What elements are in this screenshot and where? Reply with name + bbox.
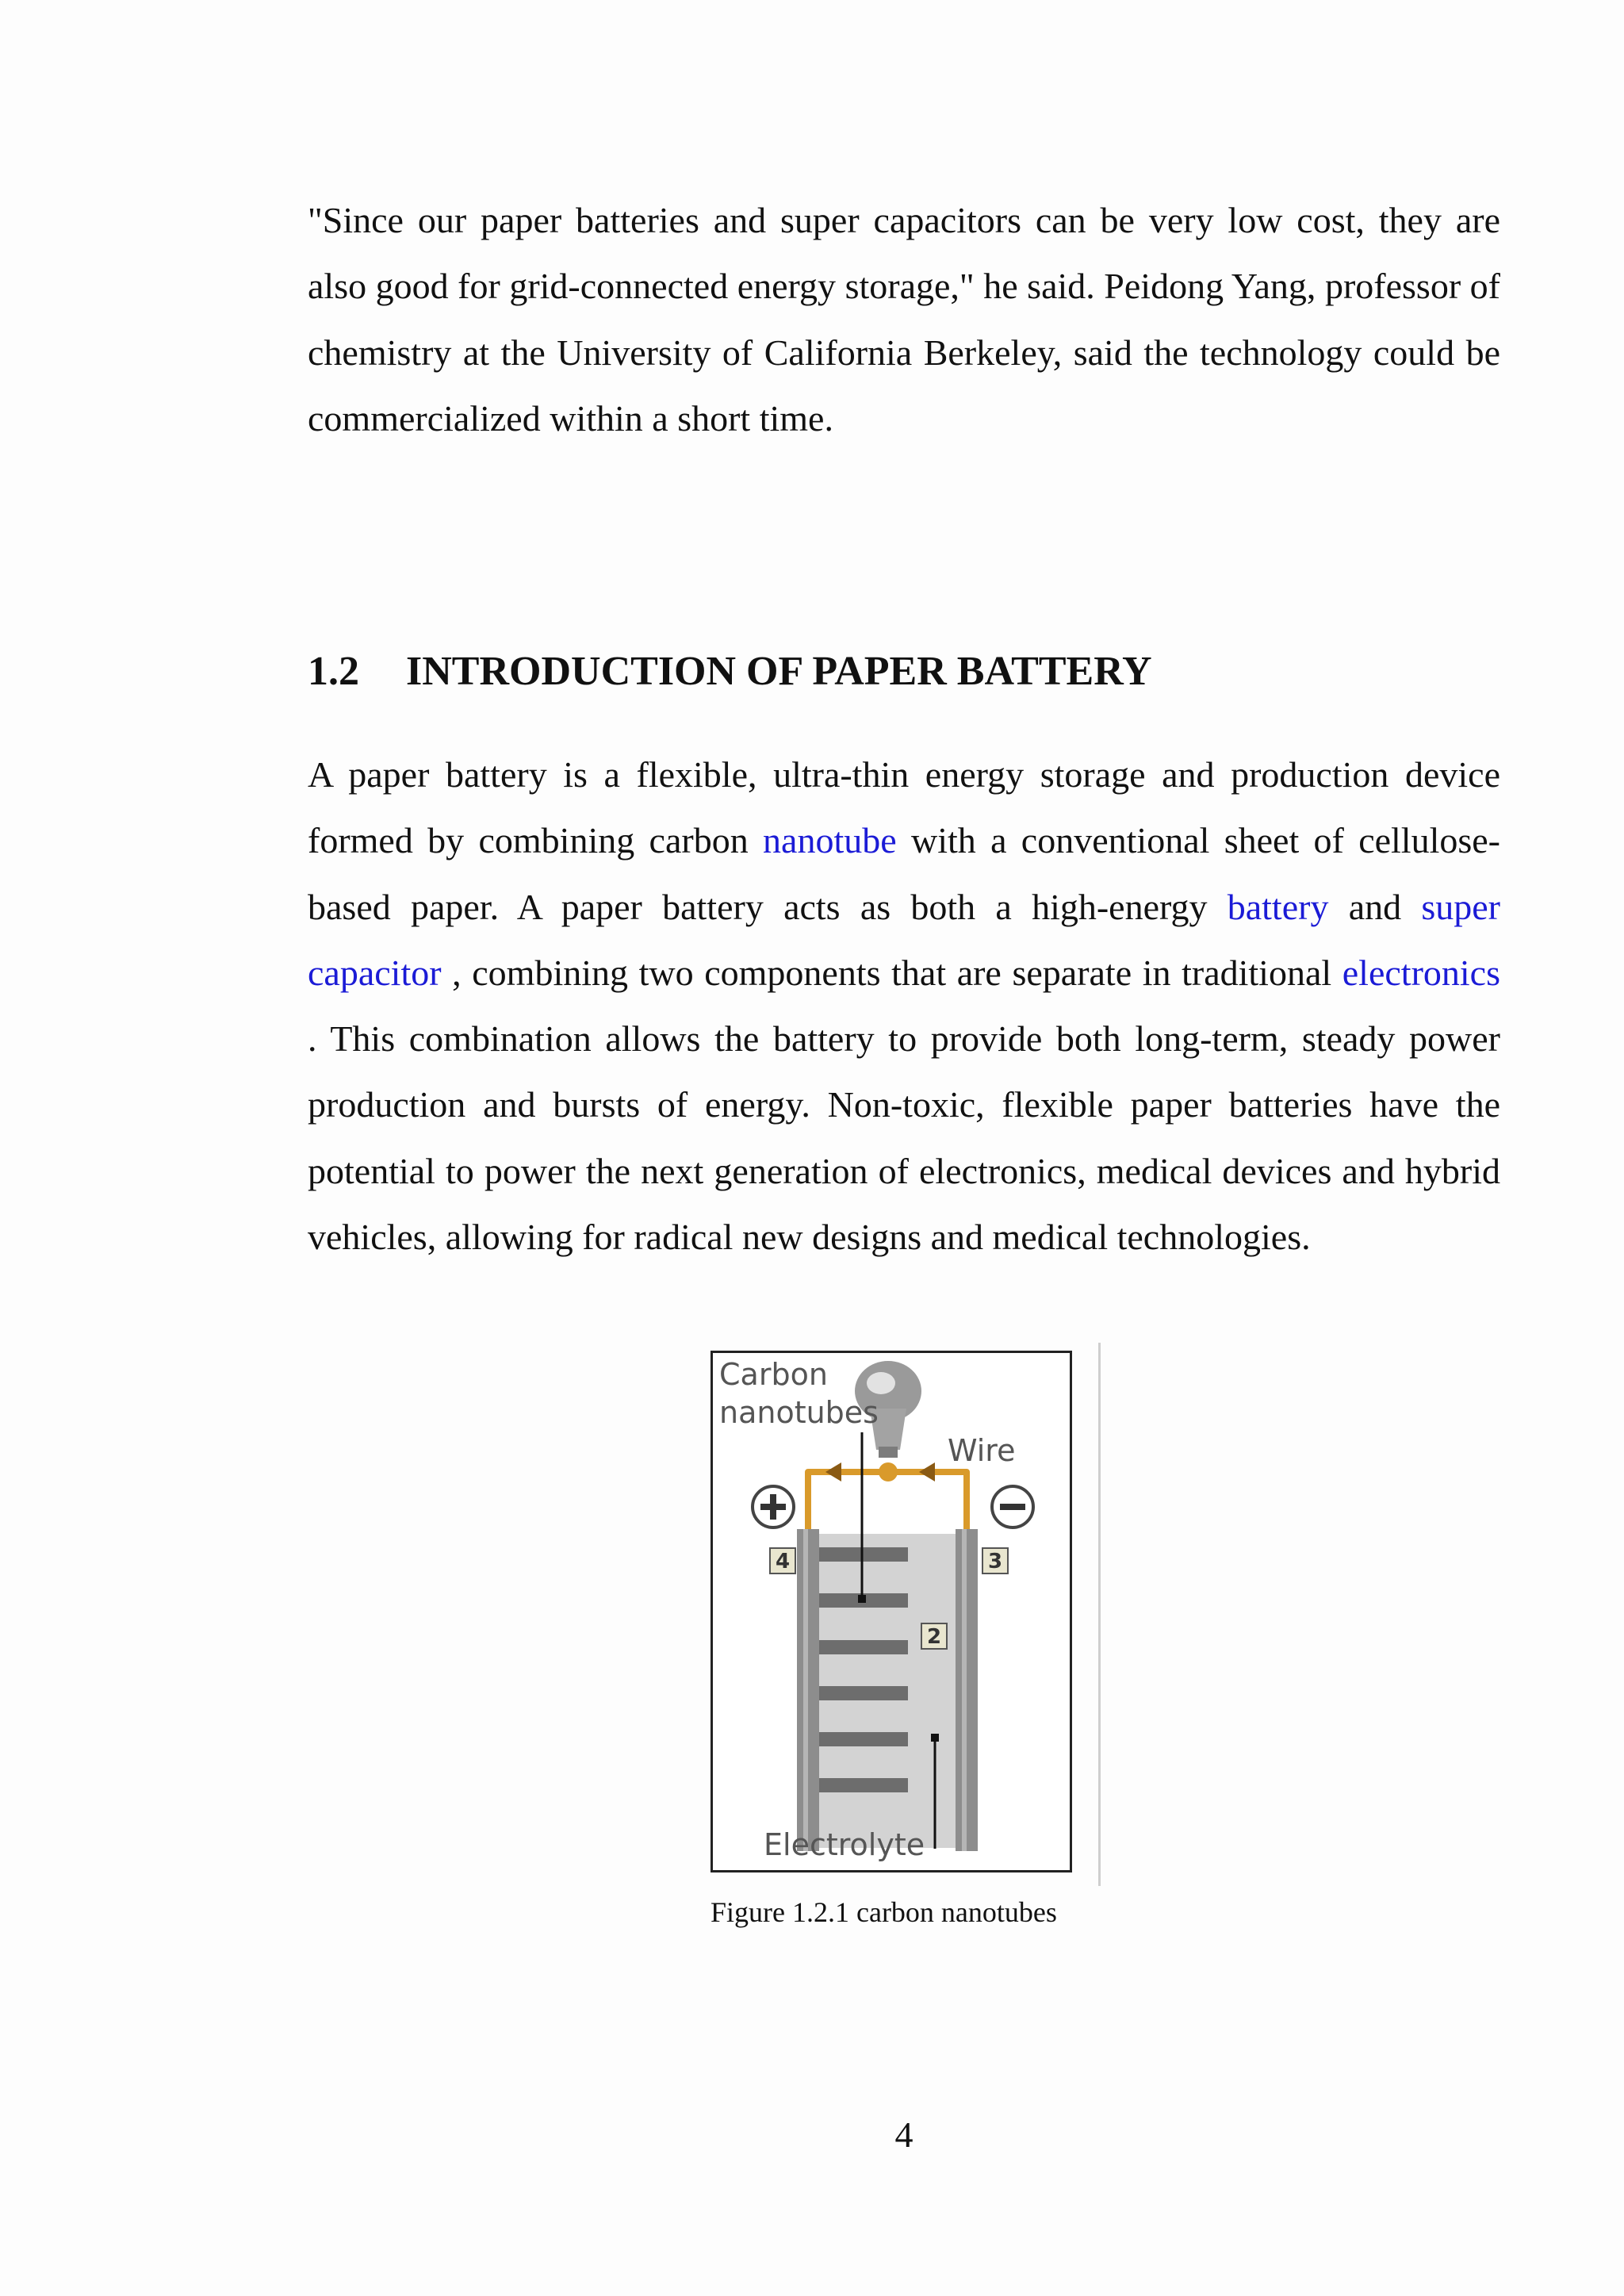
wire-circuit (808, 1462, 967, 1532)
badge-2 (921, 1623, 947, 1649)
body-text-2: with a conventional sheet of cellulose-based paper. A paper battery acts as both a high-energy (308, 820, 1501, 927)
figure-edge-line (1098, 1343, 1101, 1886)
body-text-1: A paper battery is a flexible, ultra-thin energy storage and production device formed by combining carbon (308, 754, 1500, 861)
minus-terminal-icon (992, 1486, 1033, 1527)
badge-2-label: 2 (926, 1625, 942, 1649)
link-super-capacitor[interactable]: super capacitor (308, 886, 1500, 993)
badge-4-label: 4 (775, 1550, 791, 1573)
body-paragraph (308, 742, 1500, 1270)
body-text-3: and (1328, 886, 1422, 927)
label-electrolyte: Electrolyte (764, 1827, 925, 1862)
label-nanotubes: nanotubes (719, 1395, 879, 1430)
link-nanotube[interactable]: nanotube (763, 820, 897, 861)
label-carbon: Carbon (719, 1357, 828, 1392)
section-title: INTRODUCTION OF PAPER BATTERY (406, 649, 1152, 694)
link-battery[interactable]: battery (1227, 886, 1329, 927)
badge-4 (770, 1548, 795, 1573)
intro-paragraph (308, 187, 1500, 451)
page-number: 4 (894, 2114, 914, 2155)
section-heading (308, 644, 1152, 700)
section-number: 1.2 (308, 649, 359, 694)
battery-diagram (713, 1353, 1070, 1870)
plus-terminal-icon (753, 1486, 794, 1527)
battery-diagram-figure (710, 1351, 1072, 1872)
link-electronics[interactable]: electronics (1342, 952, 1500, 993)
badge-3 (982, 1548, 1008, 1573)
label-wire: Wire (948, 1433, 1016, 1468)
body-text-4: , combining two components that are separate in traditional (441, 952, 1342, 993)
intro-paragraph-text: "Since our paper batteries and super capacitors can be very low cost, they are also good for grid-connected energy storage," he said. Peidong Yang, professor of chemistry at the University of California Berkeley, said the technology could be commercialized within a short time. (308, 200, 1500, 439)
figure-caption: Figure 1.2.1 carbon nanotubes (710, 1896, 1057, 1928)
body-text-5: . This combination allows the battery to provide both long-term, steady power production and bursts of energy. Non-toxic, flexible paper batteries have the potential to power the next generation of electronics, medical devices and hybrid vehicles, allowing for radical new designs and medical technologies. (308, 1018, 1500, 1258)
badge-3-label: 3 (987, 1550, 1003, 1573)
